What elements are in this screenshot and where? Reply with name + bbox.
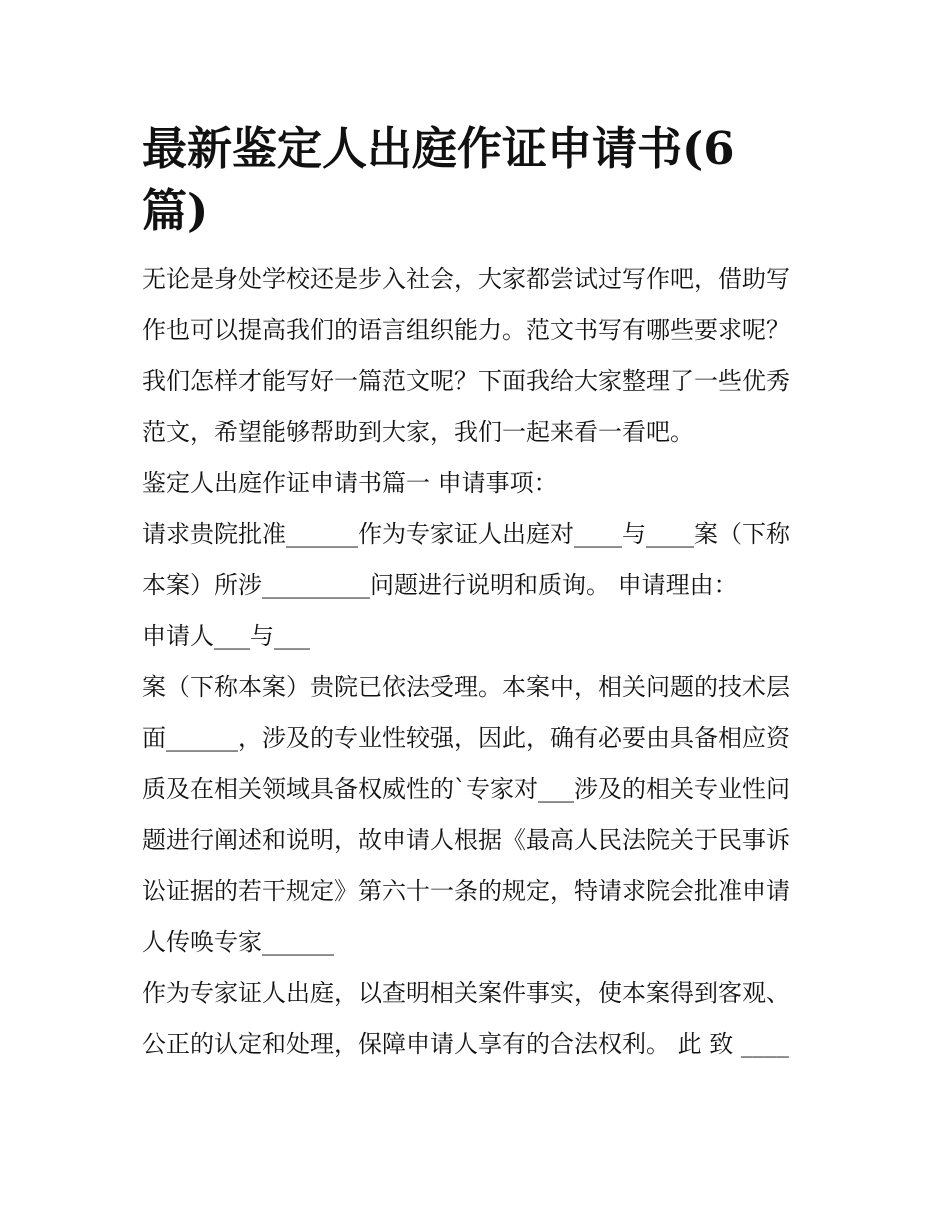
body-line: 请求贵院批准______作为专家证人出庭对____与____案（下称 <box>142 520 790 548</box>
body-line: 本案）所涉_________问题进行说明和质询。 申请理由： <box>142 571 738 599</box>
body-line: 作为专家证人出庭，以查明相关案件事实，使本案得到客观、 <box>142 979 790 1007</box>
title-line: 最新鉴定人出庭作证申请书(6 <box>142 122 735 175</box>
intro-line: 范文，希望能够帮助到大家，我们一起来看一看吧。 <box>142 418 694 446</box>
body-line: 人传唤专家______ <box>142 928 334 956</box>
section-heading-line: 鉴定人出庭作证申请书篇一 申请事项： <box>142 469 558 497</box>
body-line: 题进行阐述和说明，故申请人根据《最高人民法院关于民事诉 <box>142 826 790 854</box>
document-title <box>142 118 814 242</box>
intro-line: 作也可以提高我们的语言组织能力。范文书写有哪些要求呢？ <box>142 316 790 344</box>
intro-line: 无论是身处学校还是步入社会，大家都尝试过写作吧，借助写 <box>142 265 790 293</box>
document-body <box>142 254 814 1070</box>
title-line: 篇) <box>142 184 209 237</box>
body-line: 申请人___与___ <box>142 622 310 650</box>
body-line: 案（下称本案）贵院已依法受理。本案中，相关问题的技术层 <box>142 673 790 701</box>
document-page <box>142 118 814 1070</box>
intro-line: 我们怎样才能写好一篇范文呢？下面我给大家整理了一些优秀 <box>142 367 790 395</box>
body-line: 面______，涉及的专业性较强，因此，确有必要由具备相应资 <box>142 724 790 752</box>
body-line: 公正的认定和处理，保障申请人享有的合法权利。 此 致 ____ <box>142 1030 789 1058</box>
body-line: 质及在相关领域具备权威性的`专家对___涉及的相关专业性问 <box>142 775 790 803</box>
body-line: 讼证据的若干规定》第六十一条的规定，特请求院会批准申请 <box>142 877 790 905</box>
